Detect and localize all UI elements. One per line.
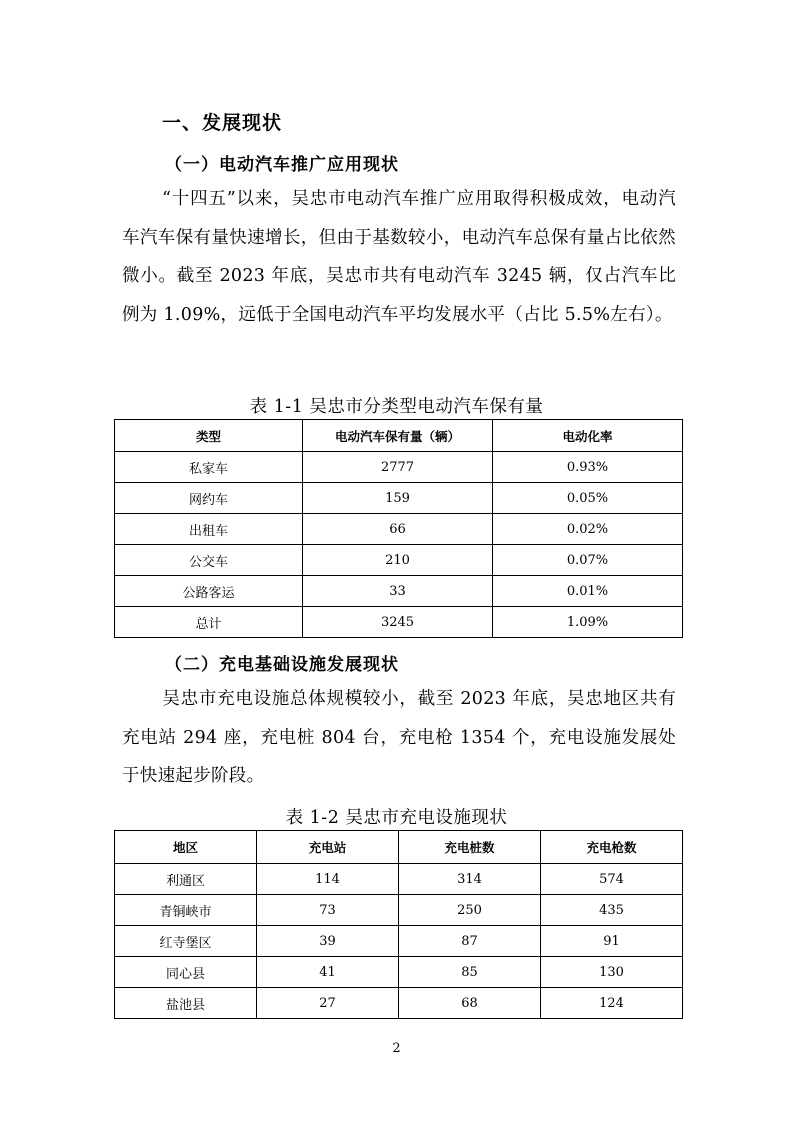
table-cell: 124	[541, 988, 683, 1019]
table-row	[115, 576, 683, 607]
paragraph-ev	[122, 180, 676, 334]
table-cell: 68	[399, 988, 541, 1019]
table-cell: 33	[303, 576, 493, 607]
table-cell: 87	[399, 926, 541, 957]
table-cell: 0.93%	[493, 452, 683, 483]
subsection-title-charging: （二）充电基础设施发展现状	[165, 655, 399, 675]
table-header-cell: 充电桩数	[399, 831, 541, 864]
table-cell: 27	[257, 988, 399, 1019]
table-cell: 青铜峡市	[115, 895, 257, 926]
table-row	[115, 514, 683, 545]
table-header-cell: 充电枪数	[541, 831, 683, 864]
table-row	[115, 607, 683, 638]
table-cell: 314	[399, 864, 541, 895]
table-cell: 出租车	[115, 514, 303, 545]
table-header-cell: 类型	[115, 420, 303, 452]
section-title: 一、发展现状	[162, 112, 283, 134]
table-cell: 250	[399, 895, 541, 926]
ev-ownership-table	[114, 419, 683, 638]
table-cell: 私家车	[115, 452, 303, 483]
table-cell: 73	[257, 895, 399, 926]
page-number: 2	[392, 1041, 401, 1056]
table-cell: 574	[541, 864, 683, 895]
table-cell: 159	[303, 483, 493, 514]
table-cell: 同心县	[115, 957, 257, 988]
table-cell: 1.09%	[493, 607, 683, 638]
table-cell: 39	[257, 926, 399, 957]
table-row	[115, 864, 683, 895]
table-cell: 130	[541, 957, 683, 988]
table-cell: 0.05%	[493, 483, 683, 514]
table-cell: 网约车	[115, 483, 303, 514]
table-cell: 红寺堡区	[115, 926, 257, 957]
subsection-title-ev: （一）电动汽车推广应用现状	[165, 155, 399, 175]
charging-facilities-table	[114, 830, 683, 1019]
table-cell: 3245	[303, 607, 493, 638]
table-header-row	[115, 831, 683, 864]
table-row	[115, 926, 683, 957]
table-cell: 公路客运	[115, 576, 303, 607]
table-row	[115, 988, 683, 1019]
table1-caption: 表 1-1 吴忠市分类型电动汽车保有量	[249, 397, 544, 417]
paragraph-charging	[122, 680, 676, 796]
table-cell: 0.02%	[493, 514, 683, 545]
table-cell: 盐池县	[115, 988, 257, 1019]
table-cell: 0.07%	[493, 545, 683, 576]
paragraph-charging-text: 吴忠市充电设施总体规模较小，截至 2023 年底，吴忠地区共有充电站 294 座，充电桩 804 台，充电枪 1354 个，充电设施发展处于快速起步阶段。	[122, 689, 676, 787]
table-header-cell: 电动汽车保有量（辆）	[303, 420, 493, 452]
table-cell: 85	[399, 957, 541, 988]
table-cell: 91	[541, 926, 683, 957]
table-header-cell: 电动化率	[493, 420, 683, 452]
table-header-row	[115, 420, 683, 452]
table-cell: 0.01%	[493, 576, 683, 607]
table-header-cell: 地区	[115, 831, 257, 864]
table-cell: 114	[257, 864, 399, 895]
table-row	[115, 483, 683, 514]
paragraph-ev-text: “十四五”以来，吴忠市电动汽车推广应用取得积极成效，电动汽车汽车保有量快速增长，但由于基数较小，电动汽车总保有量占比依然微小。截至 2023 年底，吴忠市共有电动汽车 3245 辆，仅占汽车比例为 1.09%，远低于全国电动汽车平均发展水平（占比 5.5%左右）。	[122, 189, 676, 325]
table-cell: 利通区	[115, 864, 257, 895]
table-row	[115, 895, 683, 926]
table-cell: 66	[303, 514, 493, 545]
table-row	[115, 957, 683, 988]
table2-caption: 表 1-2 吴忠市充电设施现状	[285, 808, 508, 828]
table-row	[115, 452, 683, 483]
table-cell: 公交车	[115, 545, 303, 576]
table-cell: 总计	[115, 607, 303, 638]
table-row	[115, 545, 683, 576]
table-cell: 2777	[303, 452, 493, 483]
table-cell: 210	[303, 545, 493, 576]
table-cell: 435	[541, 895, 683, 926]
table-cell: 41	[257, 957, 399, 988]
table-header-cell: 充电站	[257, 831, 399, 864]
